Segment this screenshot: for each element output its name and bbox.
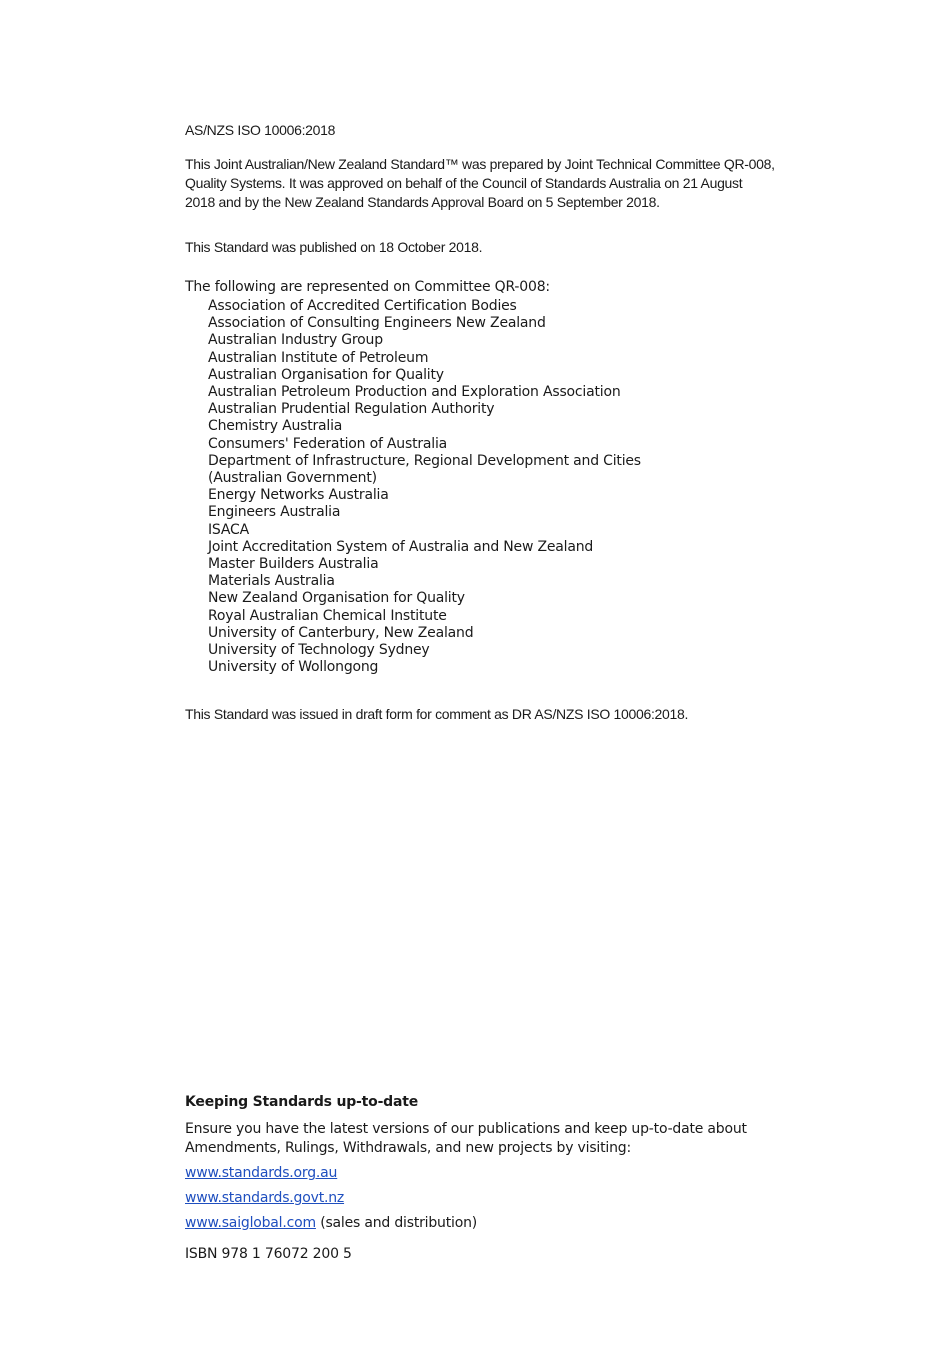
saiglobal-link[interactable]: www.saiglobal.com bbox=[185, 1215, 316, 1231]
committee-member-list bbox=[208, 298, 641, 676]
standards-nz-link[interactable]: www.standards.govt.nz bbox=[185, 1190, 345, 1206]
approval-paragraph: This Joint Australian/New Zealand Standard™ was prepared by Joint Technical Committee QR-008, Quality Systems. It was approved on behalf of the Council of Standards Australia on 21 August 2018 and by the New Zealand Standards Approval Board on 5 September 2018. bbox=[185, 156, 775, 210]
list-item: ISACA bbox=[208, 521, 249, 538]
published-date-text: This Standard was published on 18 October 2018. bbox=[185, 239, 483, 255]
list-item: Australian Institute of Petroleum bbox=[208, 349, 429, 366]
saiglobal-suffix: (sales and distribution) bbox=[315, 1215, 478, 1231]
list-item: Association of Accredited Certification Bodies bbox=[208, 298, 517, 314]
list-item: Master Builders Australia bbox=[208, 556, 379, 573]
list-item: University of Canterbury, New Zealand bbox=[208, 624, 474, 641]
list-item: Department of Infrastructure, Regional Development and Cities bbox=[208, 452, 641, 469]
list-item: Australian Petroleum Production and Exploration Association bbox=[208, 384, 621, 401]
list-item: Australian Organisation for Quality bbox=[208, 366, 444, 383]
standards-au-link[interactable]: www.standards.org.au bbox=[185, 1165, 338, 1181]
list-item: New Zealand Organisation for Quality bbox=[208, 590, 465, 607]
document-page bbox=[185, 0, 775, 1345]
list-item: (Australian Government) bbox=[208, 470, 377, 487]
list-item: Energy Networks Australia bbox=[208, 487, 389, 504]
standards-au-line bbox=[185, 1165, 337, 1182]
list-item: Materials Australia bbox=[208, 573, 335, 590]
standards-nz-line bbox=[185, 1190, 344, 1207]
list-item: Australian Prudential Regulation Authority bbox=[208, 401, 495, 418]
saiglobal-line bbox=[185, 1215, 477, 1232]
keeping-standards-heading: Keeping Standards up-to-date bbox=[185, 1094, 419, 1110]
list-item: Chemistry Australia bbox=[208, 418, 343, 435]
draft-note: This Standard was issued in draft form for comment as DR AS/NZS ISO 10006:2018. bbox=[185, 706, 689, 722]
list-item: Royal Australian Chemical Institute bbox=[208, 607, 447, 624]
document-id: AS/NZS ISO 10006:2018 bbox=[185, 122, 336, 138]
list-item: Australian Industry Group bbox=[208, 332, 383, 349]
list-item: Joint Accreditation System of Australia and New Zealand bbox=[208, 538, 594, 555]
list-item: University of Technology Sydney bbox=[208, 642, 430, 659]
isbn-text: ISBN 978 1 76072 200 5 bbox=[185, 1246, 352, 1262]
list-item: University of Wollongong bbox=[208, 659, 379, 676]
committee-heading: The following are represented on Committee QR-008: bbox=[185, 279, 550, 295]
list-item: Association of Consulting Engineers New Zealand bbox=[208, 315, 546, 332]
list-item: Engineers Australia bbox=[208, 504, 341, 521]
keeping-standards-text: Ensure you have the latest versions of our publications and keep up-to-date about Amendments, Rulings, Withdrawals, and new projects by visiting: bbox=[185, 1121, 747, 1156]
list-item: Consumers' Federation of Australia bbox=[208, 435, 448, 452]
